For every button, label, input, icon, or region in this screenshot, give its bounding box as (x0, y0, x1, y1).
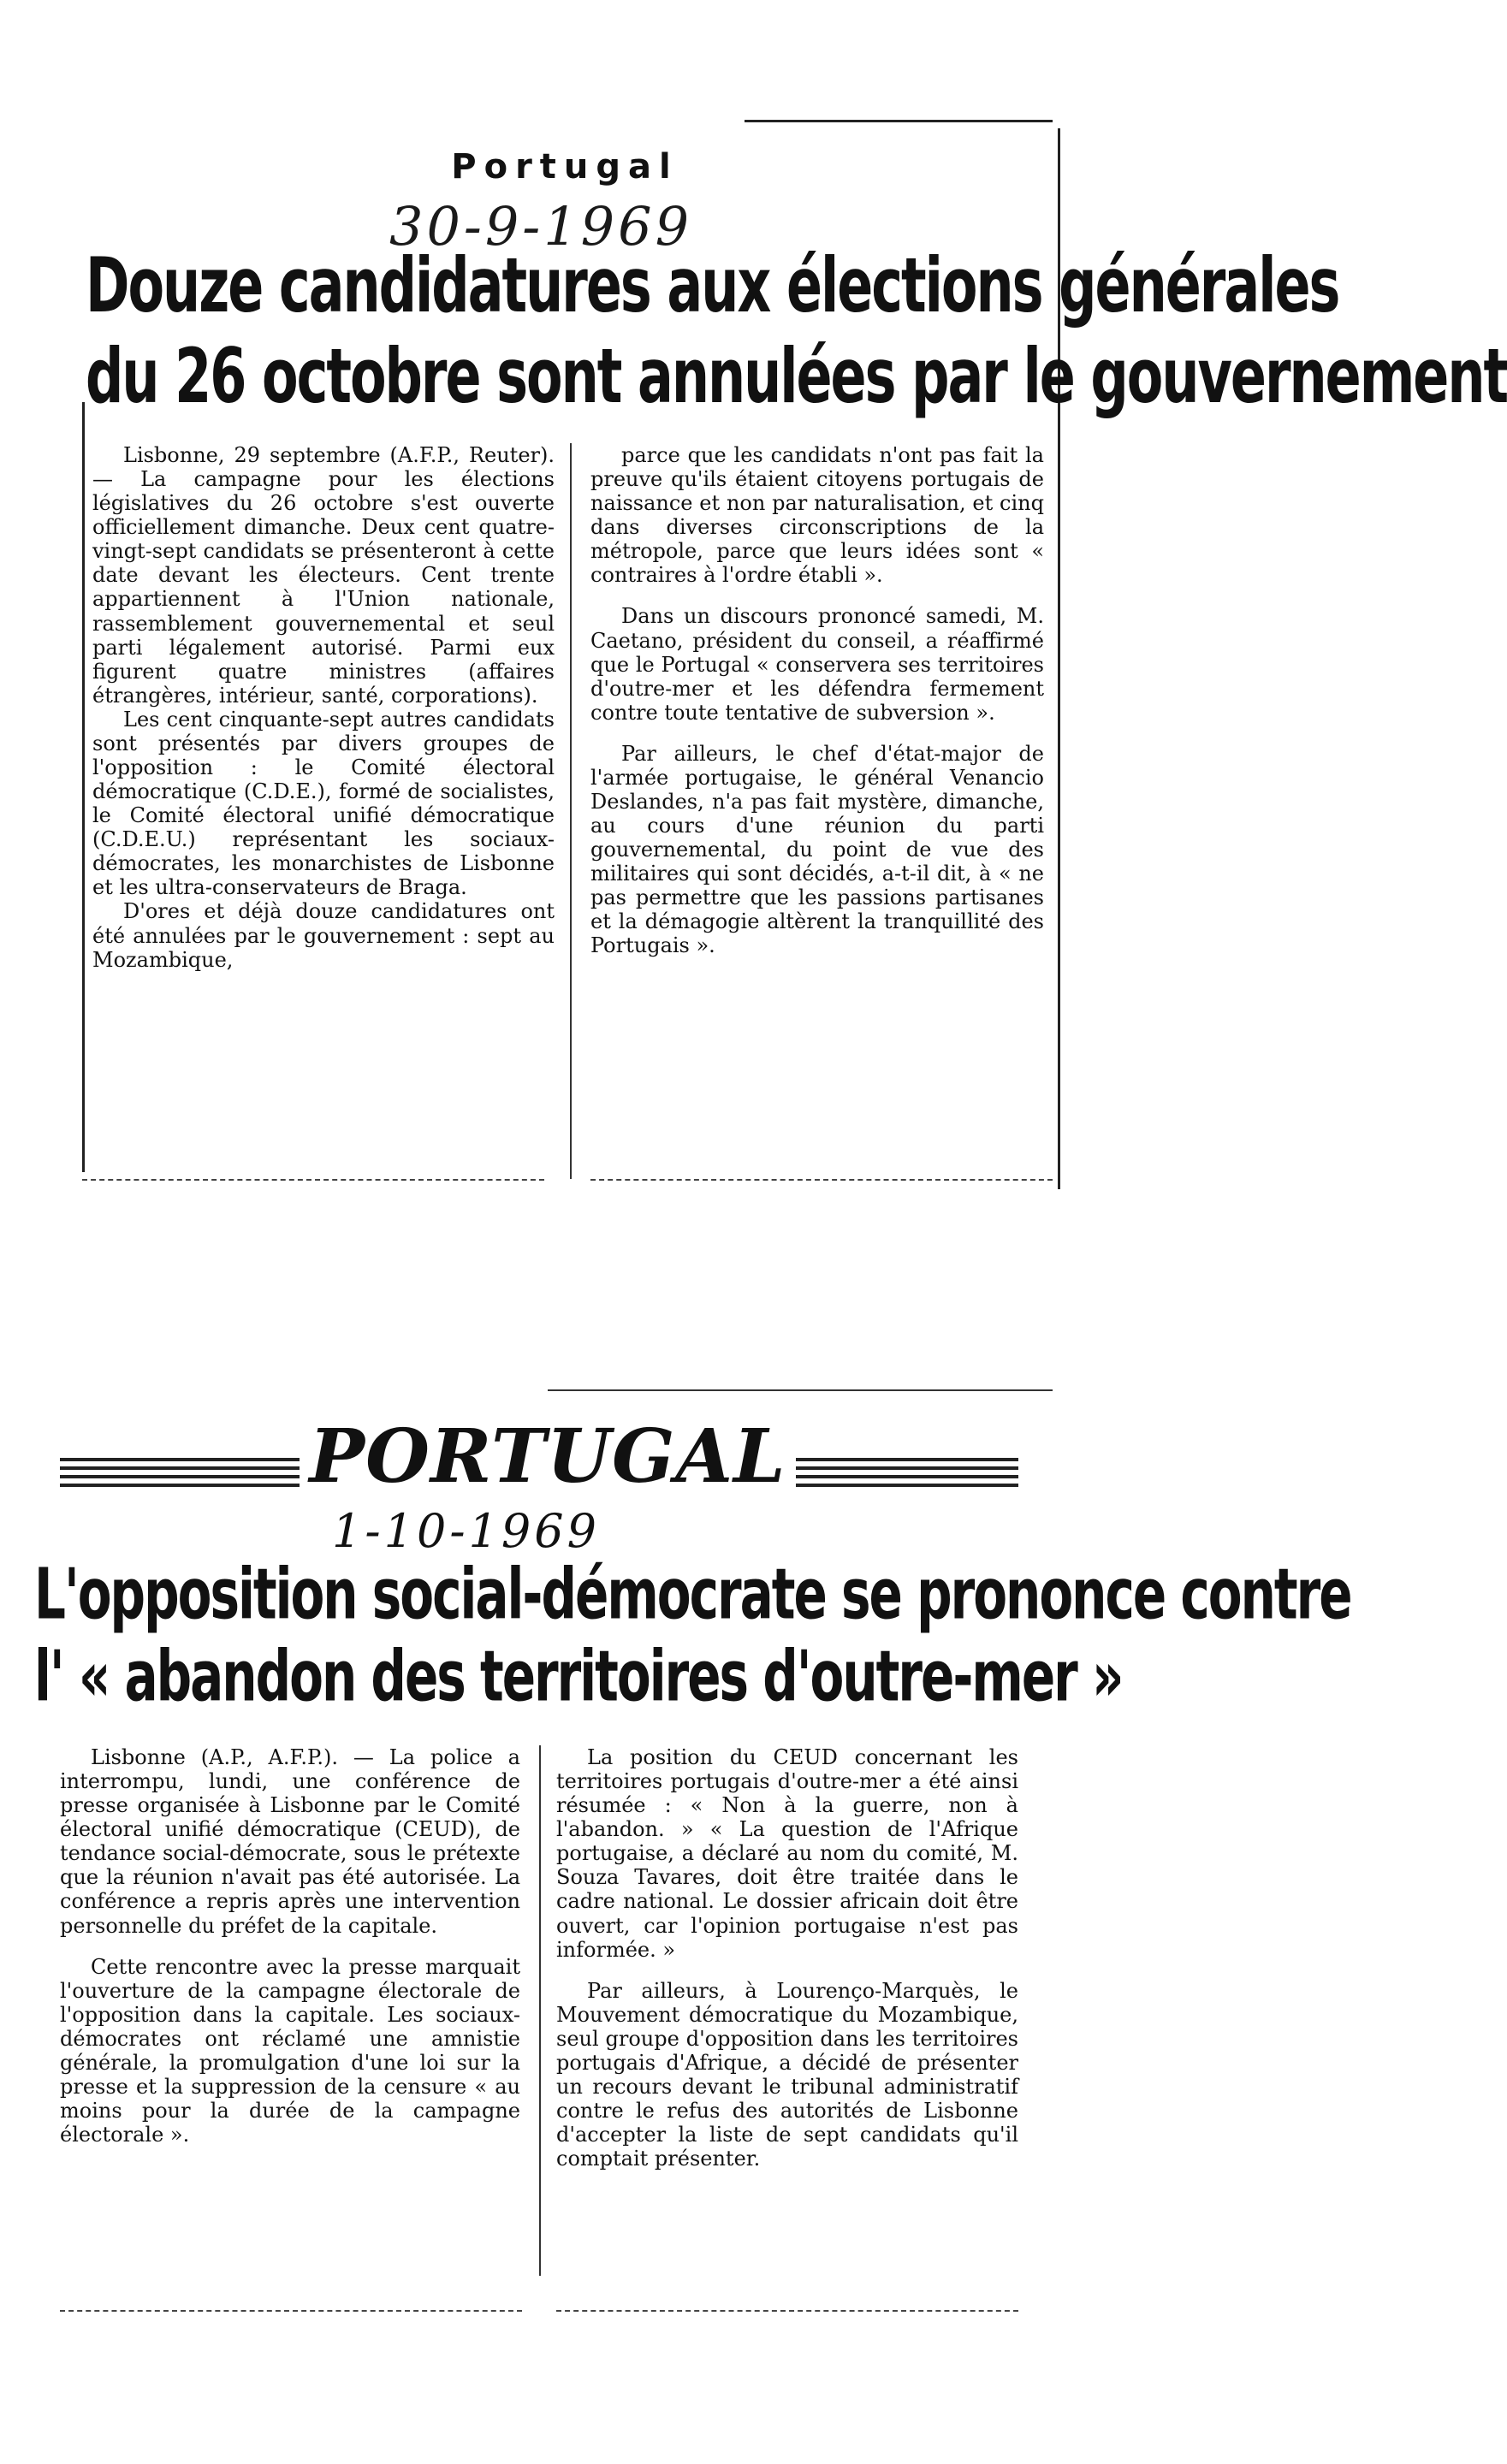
paragraph: Par ailleurs, le chef d'état-major de l'armée portugaise, le général Venancio Deslandes, n'a pas fait mystère, dimanche, au cours d'une réunion du parti gouvernemental, du point de vue des militaires qui sont décidés, a-t-il dit, à « ne pas permettre que les passions partisanes et la démagogie altèrent la tranquillité des Portugais ». (590, 741, 1044, 958)
article-column-right (556, 1745, 1018, 2171)
paragraph: Lisbonne (A.P., A.F.P.). — La police a interrompu, lundi, une conférence de presse organisée à Lisbonne par le Comité électoral unifié démocratique (CEUD), de tendance social-démocrate, sous le prétexte que la réunion n'avait pas été autorisée. La conférence a repris après une intervention personnelle du préfet de la capitale. (60, 1745, 520, 1938)
kicker: Portugal (451, 147, 679, 187)
handwritten-date: 1-10-1969 (332, 1504, 600, 1558)
headline-line-2: l' « abandon des territoires d'outre-mer » (34, 1634, 1123, 1718)
paragraph: Cette rencontre avec la presse marquait l'ouverture de la campagne électorale de l'opposition dans la capitale. Les sociaux-démocrates ont réclamé une amnistie générale, la promulgation d'une loi sur la presse et la suppression de la censure « au moins pour la durée de la campagne électorale ». (60, 1954, 520, 2147)
headline-line-2: du 26 octobre sont annulées par le gouvernement (86, 331, 1507, 421)
kicker-stripes-left (60, 1458, 300, 1490)
bottom-rule (60, 2310, 522, 2312)
paragraph: D'ores et déjà douze candidatures ont été annulées par le gouvernement : sept au Mozambique, (92, 899, 555, 972)
headline-line-1: Douze candidatures aux élections générales (86, 240, 1339, 330)
paragraph: Lisbonne, 29 septembre (A.F.P., Reuter). — La campagne pour les élections législatives du 26 octobre s'est ouverte officiellement dimanche. Deux cent quatre-vingt-sept candidats se présenteront à cette date devant les électeurs. Cent trente appartiennent à l'Union nationale, rassemblement gouvernemental et seul parti légalement autorisé. Parmi eux figurent quatre ministres (affaires étrangères, intérieur, santé, corporations). (92, 443, 555, 708)
left-border (82, 402, 85, 1172)
top-rule (548, 1389, 1053, 1391)
column-divider (539, 1745, 541, 2276)
kicker: PORTUGAL (309, 1413, 786, 1500)
paragraph: Dans un discours prononcé samedi, M. Caetano, président du conseil, a réaffirmé que le Portugal « conservera ses territoires d'outre-mer et les défendra fermement contre toute tentative de subversion ». (590, 604, 1044, 725)
bottom-rule (82, 1179, 544, 1181)
paragraph: Les cent cinquante-sept autres candidats sont présentés par divers groupes de l'opposition : le Comité électoral démocratique (C.D.E.), formé de socialistes, le Comité électoral unifié démocratique (C.D.E.U.) représentant les sociaux-démocrates, les monarchistes de Lisbonne et les ultra-conservateurs de Braga. (92, 707, 555, 900)
headline-line-1: L'opposition social-démocrate se prononce contre (34, 1552, 1351, 1636)
bottom-rule (590, 1179, 1053, 1181)
article-column-right (590, 443, 1044, 958)
bottom-rule (556, 2310, 1018, 2312)
article-column-left (92, 443, 555, 972)
paragraph: parce que les candidats n'ont pas fait la preuve qu'ils étaient citoyens portugais de naissance et non par naturalisation, et cinq dans diverses circonscriptions de la métropole, parce que leurs idées sont « contraires à l'ordre établi ». (590, 443, 1044, 588)
column-divider (570, 443, 572, 1179)
top-rule (745, 120, 1053, 122)
paragraph: La position du CEUD concernant les territoires portugais d'outre-mer a été ainsi résumée : « Non à la guerre, non à l'abandon. » « La question de l'Afrique portugaise, a déclaré au nom du comité, M. Souza Tavares, doit être traitée dans le cadre national. Le dossier africain doit être ouvert, car l'opinion portugaise n'est pas informée. » (556, 1745, 1018, 1962)
paragraph: Par ailleurs, à Lourenço-Marquès, le Mouvement démocratique du Mozambique, seul groupe d'opposition dans les territoires portugais d'Afrique, a décidé de présenter un recours devant le tribunal administratif contre le refus des autorités de Lisbonne d'accepter la liste de sept candidats qu'il comptait présenter. (556, 1978, 1018, 2171)
kicker-stripes-right (796, 1458, 1018, 1490)
article-portugal-1 (0, 0, 1507, 1198)
handwritten-date: 30-9-1969 (389, 195, 693, 258)
article-column-left (60, 1745, 520, 2147)
